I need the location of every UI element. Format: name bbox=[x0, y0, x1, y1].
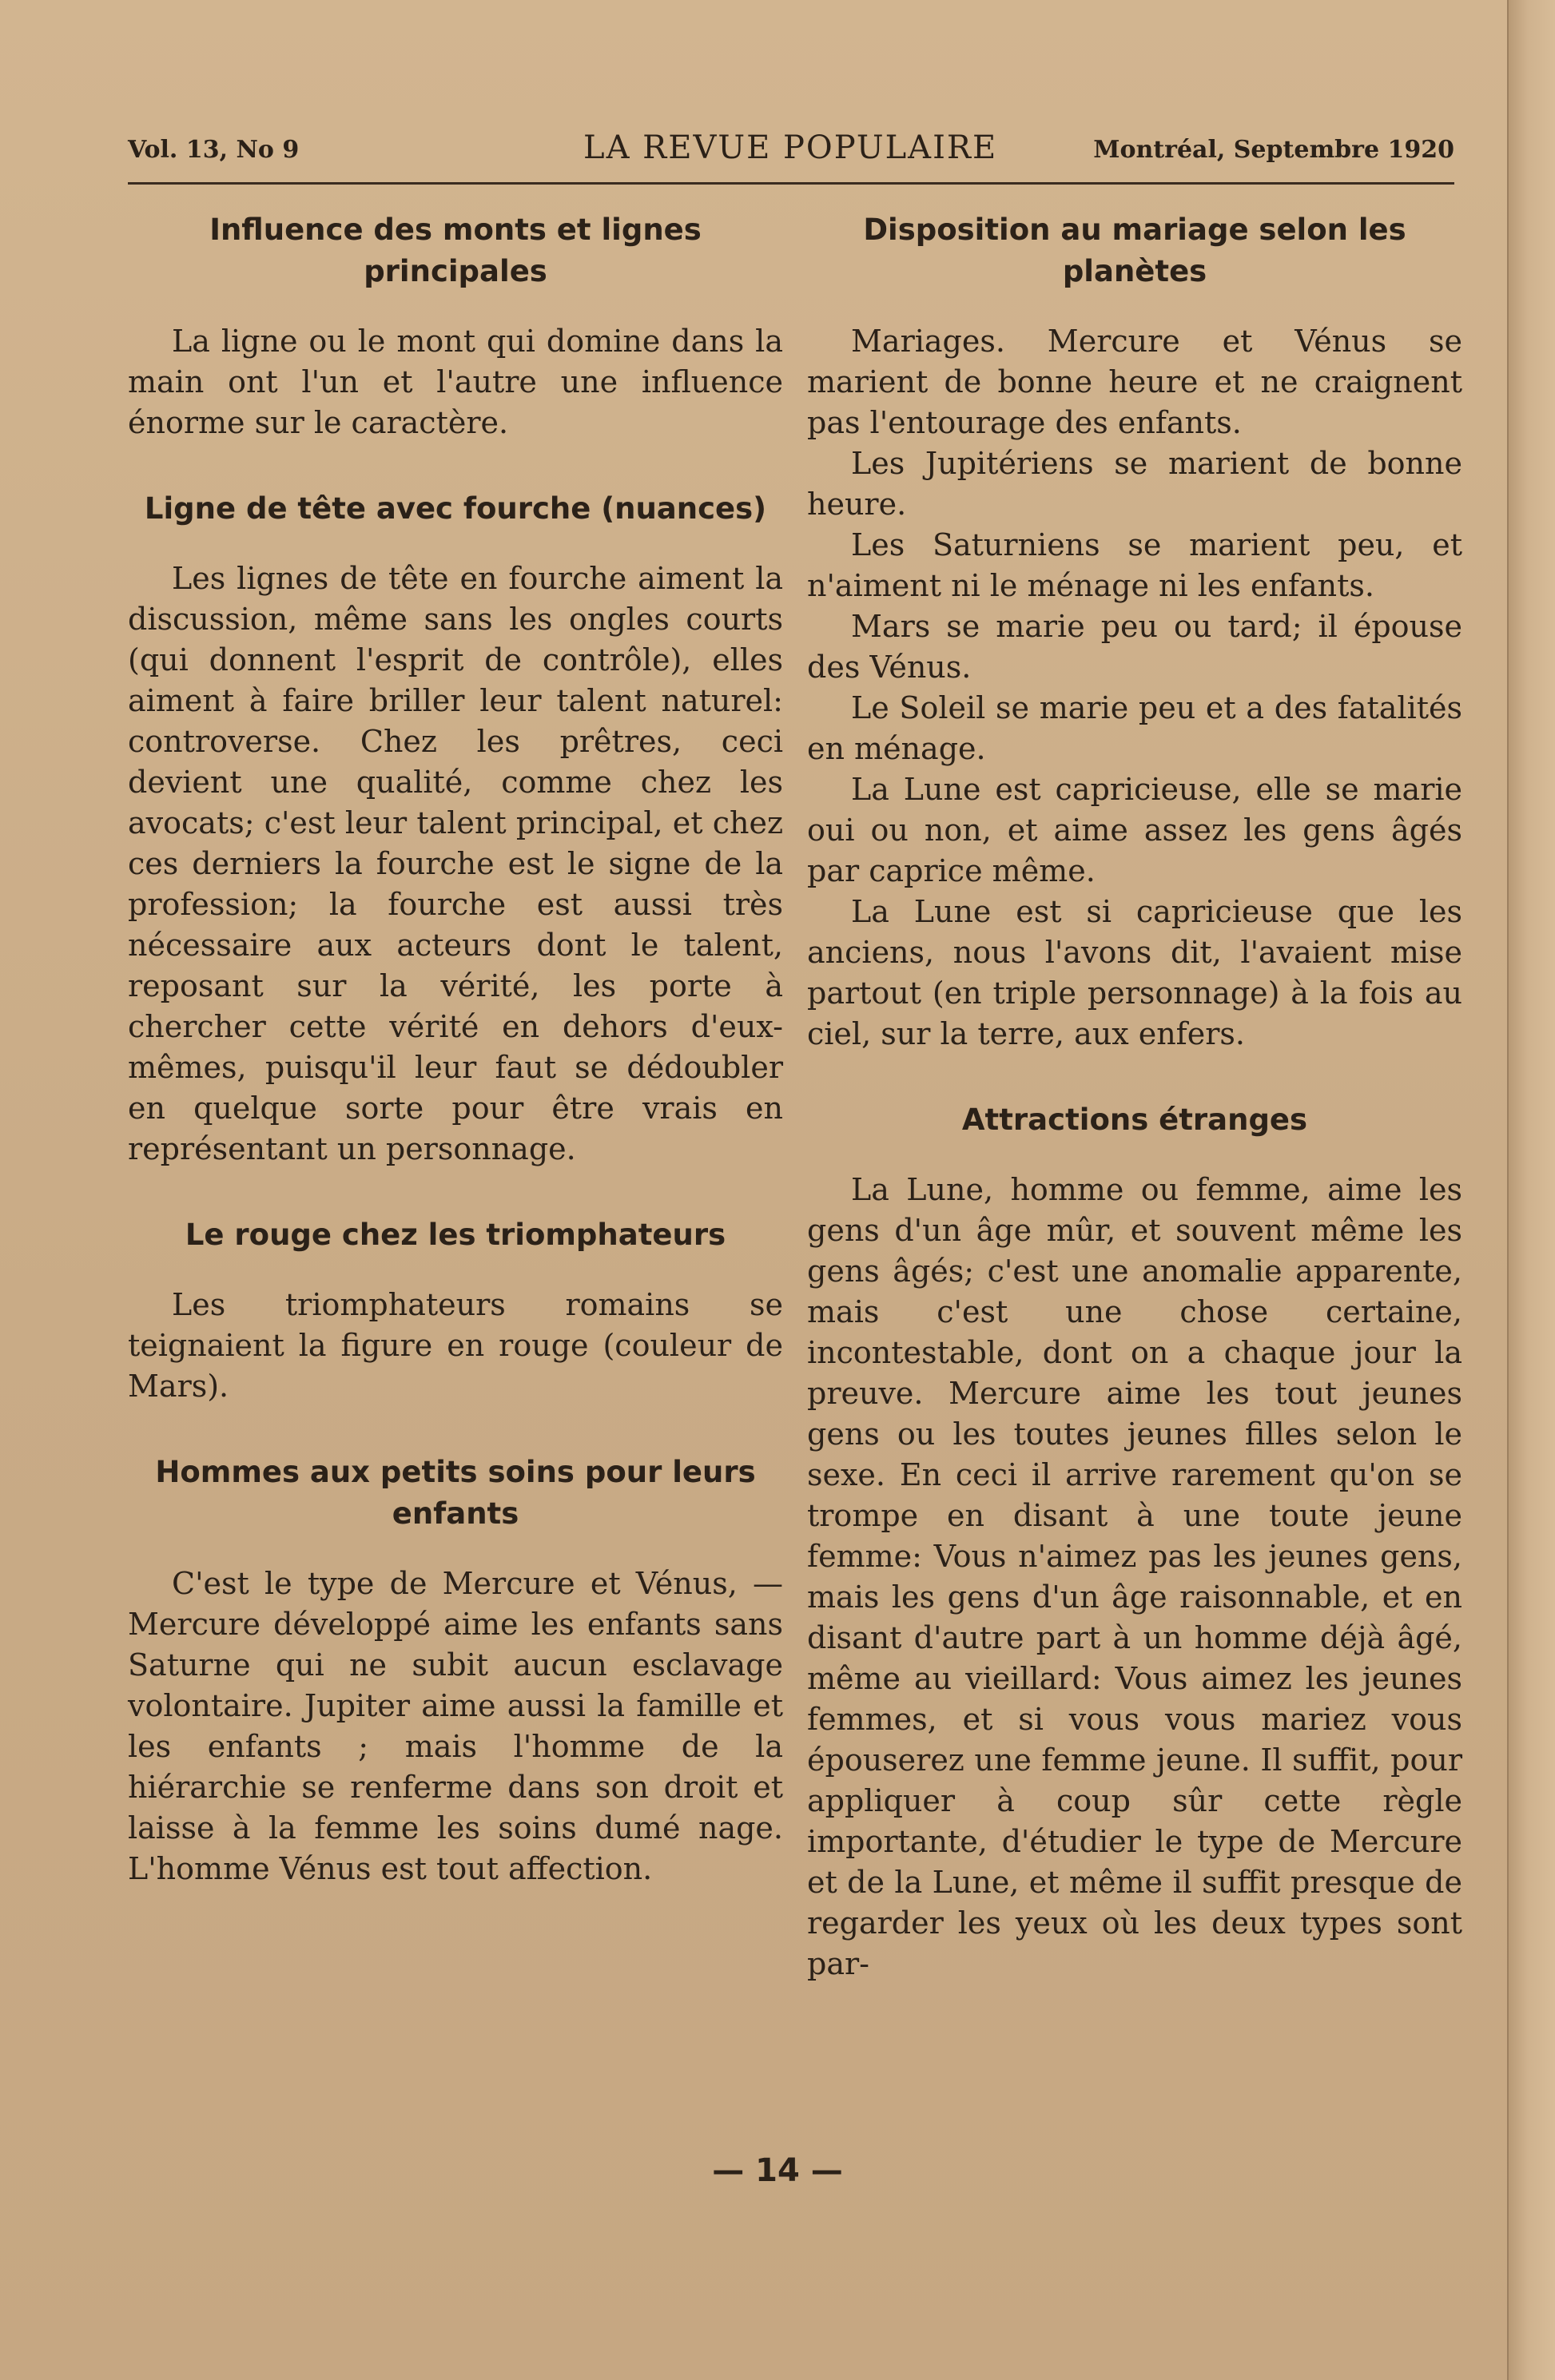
paragraph: Les Jupitériens se marient de bonne heure. bbox=[807, 446, 1462, 522]
section-heading: Ligne de tête avec fourche (nuances) bbox=[144, 491, 767, 526]
right-column bbox=[807, 209, 1462, 1985]
paragraph: Mars se marie peu ou tard; il épouse des Vénus. bbox=[807, 609, 1462, 685]
section-heading: Influence des monts et lignes principales bbox=[209, 213, 702, 288]
paragraph: La Lune est capricieuse, elle se marie oui ou non, et aime assez les gens âgés par caprice même. bbox=[807, 772, 1462, 888]
paragraph: Les lignes de tête en fourche aiment la discussion, même sans les ongles courts (qui donnent l'esprit de contrôle), elles aiment à faire briller leur talent naturel: controverse. Chez les prêtres, ceci devient une qualité, comme chez les avocats; c'est leur talent principal, et chez ces derniers la fourche est le signe de la profession; la fourche est aussi très nécessaire aux acteurs dont le talent, reposant sur la vérité, les porte à chercher cette vérité en dehors d'eux-mêmes, puisqu'il leur faut se dédoubler en quelque sorte pour être vrais en représentant un personnage. bbox=[128, 561, 783, 1166]
page-number: — 14 — bbox=[712, 2152, 843, 2189]
left-column bbox=[128, 209, 783, 1889]
section-heading: Disposition au mariage selon les planètes bbox=[863, 213, 1406, 288]
adjacent-page-edge bbox=[1507, 0, 1555, 2380]
paragraph: C'est le type de Mercure et Vénus, —Mercure développé aime les enfants sans Saturne qui ne subit aucun esclavage volontaire. Jupiter aime aussi la famille et les enfants ; mais l'homme de la hiérarchie se renferme dans son droit et laisse à la femme les soins dumé nage. L'homme Vénus est tout affection. bbox=[128, 1566, 783, 1886]
paragraph: Mariages. Mercure et Vénus se marient de bonne heure et ne craignent pas l'entourage des enfants. bbox=[807, 324, 1462, 440]
page-header bbox=[128, 129, 1454, 177]
volume-number: Vol. 13, No 9 bbox=[128, 136, 300, 164]
paragraph: Les Saturniens se marient peu, et n'aiment ni le ménage ni les enfants. bbox=[807, 527, 1462, 603]
header-rule bbox=[128, 182, 1454, 185]
paragraph: Le Soleil se marie peu et a des fatalités en ménage. bbox=[807, 690, 1462, 766]
paragraph: La Lune est si capricieuse que les anciens, nous l'avons dit, l'avaient mise partout (en triple personnage) à la fois au ciel, sur la terre, aux enfers. bbox=[807, 894, 1462, 1051]
paragraph: La ligne ou le mont qui domine dans la main ont l'un et l'autre une influence énorme sur le caractère. bbox=[128, 324, 783, 440]
section-heading: Attractions étranges bbox=[961, 1103, 1308, 1137]
issue-date: Montréal, Septembre 1920 bbox=[1093, 136, 1454, 164]
paragraph: La Lune, homme ou femme, aime les gens d'un âge mûr, et souvent même les gens âgés; c'est une anomalie apparente, mais c'est une chose certaine, incontestable, dont on a chaque jour la preuve. Mercure aime les tout jeunes gens ou les toutes jeunes filles selon le sexe. En ceci il arrive rarement qu'on se trompe en disant à une toute jeune femme: Vous n'aimez pas les jeunes gens, mais les gens d'un âge raisonnable, et en disant d'autre part à un homme déjà âgé, même au vieillard: Vous aimez les jeunes femmes, et si vous vous mariez vous épouserez une femme jeune. Il suffit, pour appliquer à coup sûr cette règle importante, d'étudier le type de Mercure et de la Lune, et même il suffit presque de regarder les yeux où les deux types sont par- bbox=[807, 1172, 1462, 1981]
section-heading: Le rouge chez les triomphateurs bbox=[185, 1218, 726, 1252]
paragraph: Les triomphateurs romains se teignaient la figure en rouge (couleur de Mars). bbox=[128, 1287, 783, 1404]
section-heading: Hommes aux petits soins pour leurs enfants bbox=[155, 1455, 756, 1531]
publication-title: LA REVUE POPULAIRE bbox=[583, 129, 998, 166]
